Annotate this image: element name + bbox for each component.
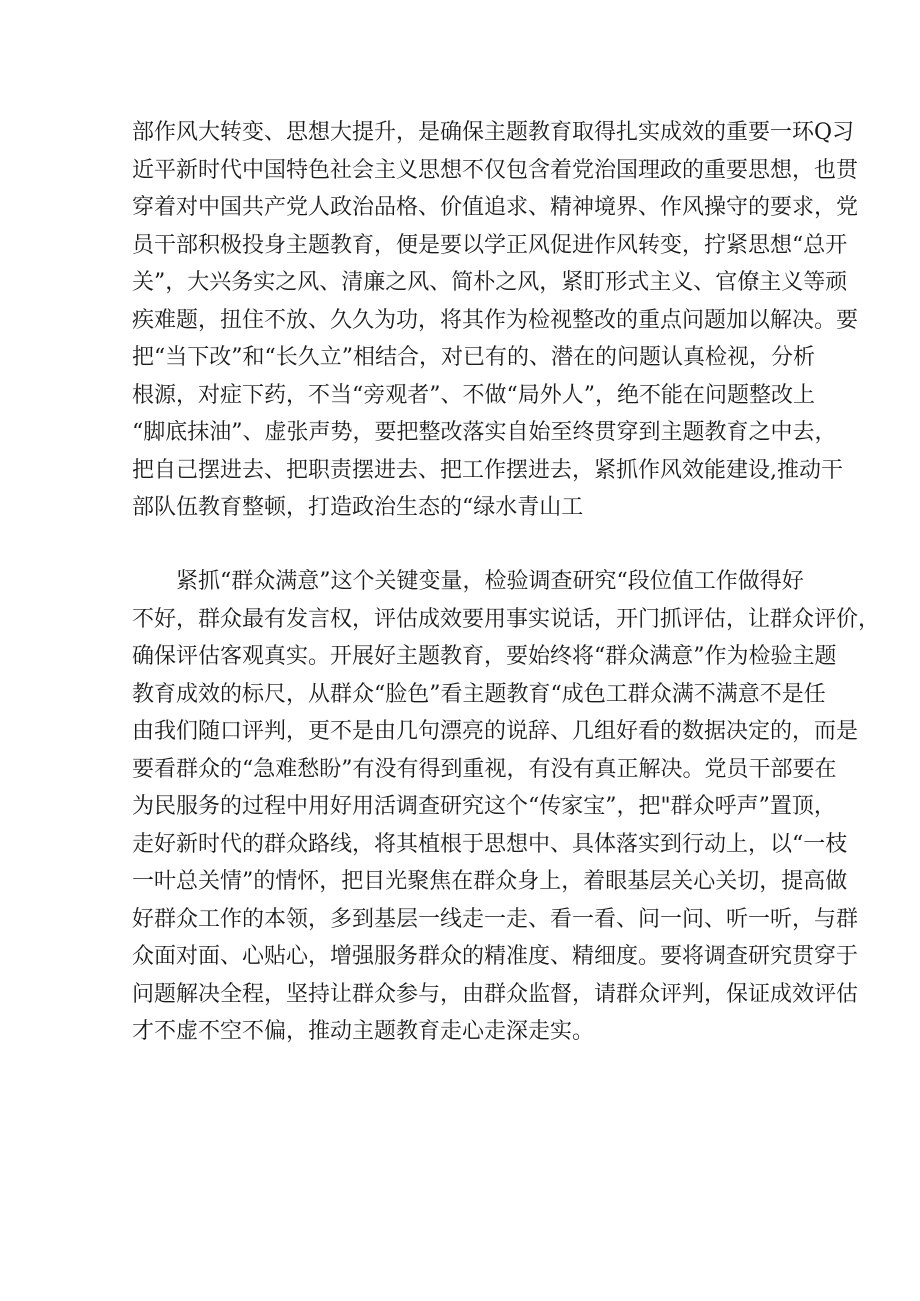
paragraph-2-line-6: 要看群众的“急难愁盼”有没有得到重视，有没有真正解决。党员干部要在 [132, 756, 837, 782]
paragraph-1-line-10: 把自己摆进去、把职责摆进去、把工作摆进去，紧抓作风效能建设,推动干 [132, 457, 843, 483]
paragraph-2 [132, 563, 881, 1051]
paragraph-2-line-12: 问题解决全程，坚持让群众参与，由群众监督，请群众评判，保证成效评估 [132, 981, 859, 1007]
paragraph-1-line-7: 把“当下改”和“长久立”相结合，对已有的、潜在的问题认真检视，分析 [132, 345, 815, 370]
paragraph-2-line-4: 教育成效的标尺，从群众“脸色”看主题教育“成色工群众满不满意不是任 [132, 681, 826, 707]
paragraph-2-line-2: 不好，群众最有发言权，评估成效要用事实说话，开门抓评估，让群众评价， [132, 606, 881, 632]
paragraph-2-line-11: 众面对面、心贴心，增强服务群众的精准度、精细度。要将调查研究贯穿于 [132, 944, 859, 969]
paragraph-1 [132, 114, 859, 527]
paragraph-1-line-11: 部队伍教育整顿，打造政治生态的“绿水青山工 [132, 495, 584, 520]
paragraph-2-line-9: 一叶总关情”的情怀，把目光聚焦在群众身上，着眼基层关心关切，提高做 [132, 869, 848, 894]
paragraph-1-line-3: 穿着对中国共产党人政治品格、价值追求、精神境界、作风操守的要求，党 [132, 195, 859, 220]
paragraph-2-line-8: 走好新时代的群众路线，将其植根于思想中、具体落实到行动上，以“一枝 [132, 831, 848, 857]
paragraph-2-line-7: 为民服务的过程中用好用活调查研究这个“传家宝”，把"群众呼声”置顶， [132, 794, 836, 819]
paragraph-1-line-4: 员干部积极投身主题教育，便是要以学正风促进作风转变，拧紧思想“总开 [132, 232, 848, 258]
paragraph-2-line-3: 确保评估客观真实。开展好主题教育，要始终将“群众满意”作为检验主题 [132, 644, 837, 669]
paragraph-2-line-1: 紧抓“群众满意”这个关键变量，检验调查研究“段位值工作做得好 [176, 569, 804, 594]
paragraph-1-line-5: 关”，大兴务实之风、清廉之风、简朴之风，紧盯形式主义、官僚主义等顽 [132, 270, 848, 295]
paragraph-1-line-2: 近平新时代中国特色社会主义思想不仅包含着党治国理政的重要思想，也贯 [132, 157, 859, 183]
paragraph-1-line-8: 根源，对症下药，不当“旁观者”、不做“局外人”，绝不能在问题整改上 [132, 382, 815, 408]
paragraph-1-line-6: 疾难题，扭住不放、久久为功，将其作为检视整改的重点问题加以解决。要 [132, 307, 859, 333]
paragraph-2-line-5: 由我们随口评判，更不是由几句漂亮的说辞、几组好看的数据决定的，而是 [132, 719, 859, 744]
paragraph-2-line-10: 好群众工作的本领，多到基层一线走一走、看一看、问一问、听一听，与群 [132, 906, 859, 932]
paragraph-1-line-1: 部作风大转变、思想大提升，是确保主题教育取得扎实成效的重要一环Q习 [132, 120, 855, 145]
paragraph-1-line-9: “脚底抹油”、虚张声势，要把整改落实自始至终贯穿到主题教育之中去， [132, 420, 837, 445]
paragraph-2-line-13: 才不虚不空不偏，推动主题教育走心走深走实。 [132, 1019, 595, 1044]
